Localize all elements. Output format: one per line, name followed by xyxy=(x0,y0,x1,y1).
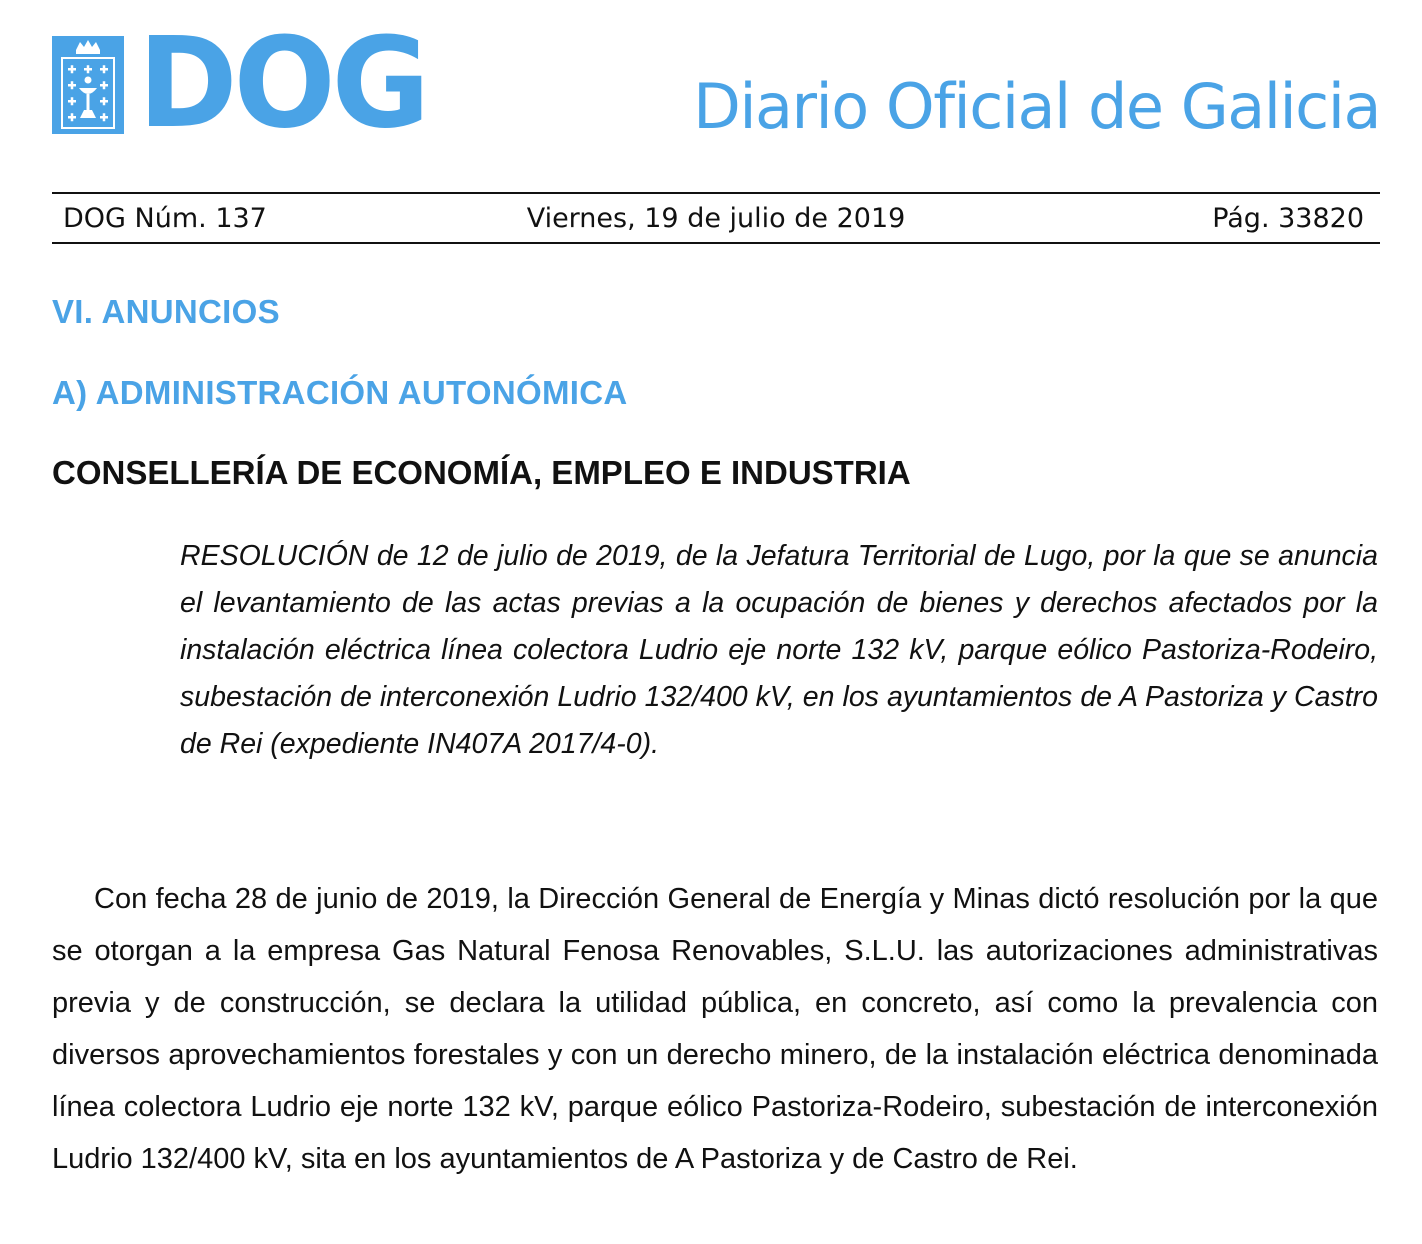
subsection-heading: A) ADMINISTRACIÓN AUTONÓMICA xyxy=(52,374,628,411)
issue-info-bar xyxy=(52,192,1380,244)
section-heading: VI. ANUNCIOS xyxy=(52,293,280,330)
galicia-coat-of-arms-icon xyxy=(52,36,124,134)
page-number: Pág. 33820 xyxy=(1212,203,1364,234)
issue-date: Viernes, 19 de julio de 2019 xyxy=(526,203,906,234)
resolution-summary: RESOLUCIÓN de 12 de julio de 2019, de la Jefatura Territorial de Lugo, por la que se anuncia el levantamiento de las actas previas a la ocupación de bienes y derechos afectados por la instalación eléctrica línea colectora Ludrio eje norte 132 kV, parque eólico Pastoriza-Rodeiro, subestación de interconexión Ludrio 132/400 kV, en los ayuntamientos de A Pastoriza y Castro de Rei (expediente IN407A 2017/4-0). xyxy=(180,540,1378,760)
masthead xyxy=(52,11,1380,157)
body-paragraph: Con fecha 28 de junio de 2019, la Dirección General de Energía y Minas dictó resolución por la que se otorgan a la empresa Gas Natural Fenosa Renovables, S.L.U. las autorizaciones administrativas previa y de construcción, se declara la utilidad pública, en concreto, así como la prevalencia con diversos aprovechamientos forestales y con un derecho minero, de la instalación eléctrica denominada línea colectora Ludrio eje norte 132 kV, parque eólico Pastoriza-Rodeiro, subestación de interconexión Ludrio 132/400 kV, sita en los ayuntamientos de A Pastoriza y de Castro de Rei. xyxy=(52,883,1378,1175)
issue-number: DOG Núm. 137 xyxy=(63,203,267,234)
dog-logo-text: DOG xyxy=(138,11,427,157)
publication-title: Diario Oficial de Galicia xyxy=(693,70,1380,143)
department-heading: CONSELLERÍA DE ECONOMÍA, EMPLEO E INDUSTRIA xyxy=(52,454,911,491)
